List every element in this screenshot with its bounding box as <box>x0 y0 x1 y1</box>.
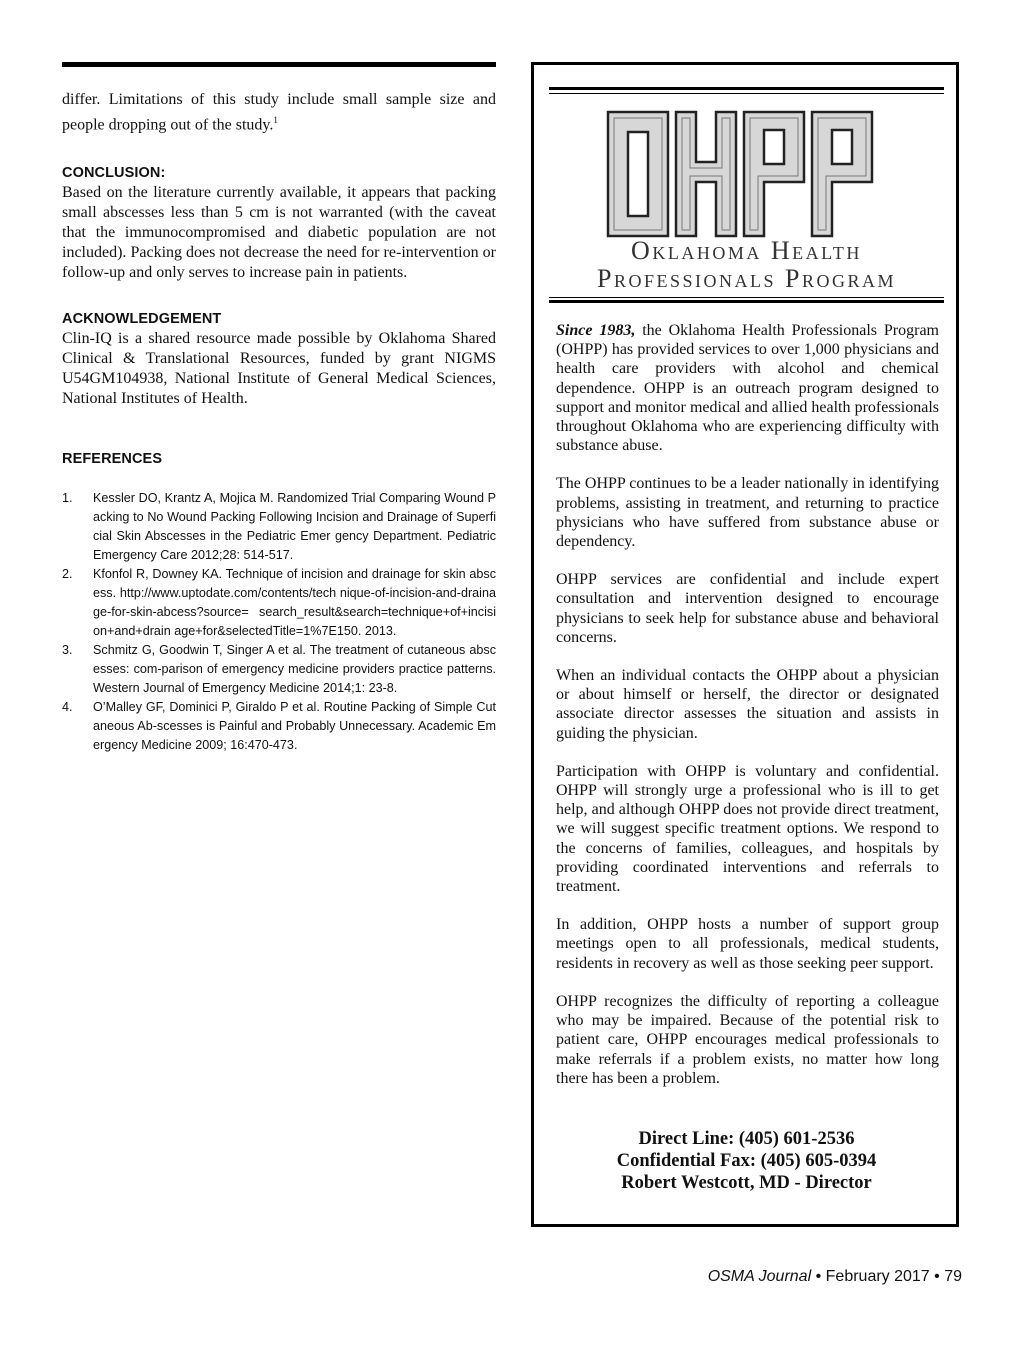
ad-top-rule <box>549 87 944 90</box>
intro-paragraph <box>62 90 496 135</box>
ohpp-advertisement <box>531 62 959 1227</box>
direct-line: Direct Line: (405) 601-2536 <box>638 1129 855 1149</box>
program-name <box>534 237 959 293</box>
acknowledgement-heading: ACKNOWLEDGEMENT <box>62 311 222 328</box>
top-rule <box>62 62 496 67</box>
reference-text: O’Malley GF, Dominici P, Giraldo P et al. Routine Packing of Simple Cutaneous Ab-scesses is Painful and Probably Unnecessary. Academic Emergency Medicine 2009; 16:470-473. <box>93 700 496 753</box>
ad-paragraph: Participation with OHPP is voluntary and confidential. OHPP will strongly urge a professional who is ill to get help, and although OHPP does not provide direct treatment, we will suggest specific treatment options. We respond to the concerns of families, colleagues, and hospitals by providing coordinated interventions and referrals to treatment. <box>556 762 939 896</box>
ad-middle-rule <box>549 300 944 303</box>
article-column <box>62 90 496 755</box>
reference-item <box>62 489 496 565</box>
ad-paragraph: OHPP services are confidential and include expert consultation and intervention designed to encourage physicians to seek help for substance abuse and behavioral concerns. <box>556 571 939 646</box>
program-name-line-2: Professionals Program <box>597 264 896 293</box>
reference-item <box>62 698 496 755</box>
reference-number: 4. <box>62 700 73 715</box>
reference-item <box>62 565 496 641</box>
journal-name: OSMA Journal <box>707 1268 812 1285</box>
reference-text: Kfonfol R, Downey KA. Technique of incision and drainage for skin abscess. http://www.uptodate.com/contents/tech nique-of-incision-and-drainage-for-skin-abcess?source= search_result&search=technique+of+incision+and+drain age+for&selectedTitle=1%7E150. 2013. <box>93 567 496 639</box>
ad-lead-rest: the Oklahoma Health Professionals Program (OHPP) has provided services to over 1,000 physicians and health care providers with alcohol and chemical dependence. OHPP is an outreach program designed to support and monitor medical and allied health professionals throughout Oklahoma who are experiencing difficulty with substance abuse. <box>556 322 939 455</box>
director-name: Robert Westcott, MD - Director <box>621 1173 872 1193</box>
ad-paragraph <box>556 321 939 455</box>
ad-top-rule-thin <box>549 93 944 94</box>
confidential-fax: Confidential Fax: (405) 605-0394 <box>616 1151 877 1171</box>
issue-date: February 2017 <box>825 1268 930 1285</box>
ad-lead-text: Since 1983, <box>556 322 636 339</box>
conclusion-text: Based on the literature currently available, it appears that packing small abscesses less than 5 cm is not warranted (with the caveat that the immunocompromised and diabetic population are not included). Packing does not decrease the need for re-intervention or follow-up and only serves to increase pain in patients. <box>62 184 496 282</box>
footer-separator: • <box>929 1268 945 1285</box>
ad-middle-rule-thin <box>549 297 944 298</box>
reference-number: 2. <box>62 567 73 582</box>
ad-paragraph: When an individual contacts the OHPP about a physician or about himself or herself, the director or designated associate director assesses the situation and assists in guiding the physician. <box>556 667 939 742</box>
reference-text: Kessler DO, Krantz A, Mojica M. Randomized Trial Comparing Wound Packing to No Wound Packing Following Incision and Drainage of Superficial Skin Abscesses in the Pediatric Emer gency Department. Pediatric Emergency Care 2012;28: 514-517. <box>93 491 496 563</box>
ad-paragraph: OHPP recognizes the difficulty of reporting a colleague who may be impaired. Because of the potential risk to patient care, OHPP encourages medical professionals to make referrals if a problem exists, no matter how long there has been a problem. <box>556 992 939 1087</box>
reference-number: 1. <box>62 491 73 506</box>
page-number: 79 <box>944 1268 962 1285</box>
ad-paragraph: The OHPP continues to be a leader nationally in identifying problems, assisting in treatment, and returning to practice physicians who have suffered from substance abuse or dependency. <box>556 475 939 551</box>
reference-text: Schmitz G, Goodwin T, Singer A et al. The treatment of cutaneous abscesses: com-parison of emergency medicine providers practice patterns. Western Journal of Emergency Medicine 2014;1: 23-8. <box>93 643 496 696</box>
references-list <box>62 489 496 755</box>
intro-text: differ. Limitations of this study include small sample size and people dropping out of the study. <box>62 91 496 134</box>
ad-paragraph: In addition, OHPP hosts a number of support group meetings open to all professionals, medical students, residents in recovery as well as those seeking peer support. <box>556 916 939 972</box>
reference-number: 3. <box>62 643 73 658</box>
contact-block <box>534 1128 959 1194</box>
program-name-line-1: Oklahoma Health <box>631 236 862 265</box>
references-heading: REFERENCES <box>62 451 163 468</box>
acknowledgement-text: Clin-IQ is a shared resource made possible by Oklahoma Shared Clinical & Translational Resources, funded by grant NIGMS U54GM104938, National Institute of General Medical Sciences, National Institutes of Health. <box>62 330 496 408</box>
conclusion-heading: CONCLUSION: <box>62 165 166 182</box>
citation-superscript: 1 <box>273 115 278 125</box>
ohpp-logo <box>606 110 874 238</box>
ad-body <box>556 321 939 1088</box>
page-footer <box>708 1268 962 1286</box>
footer-separator: • <box>811 1268 826 1285</box>
reference-item <box>62 641 496 698</box>
